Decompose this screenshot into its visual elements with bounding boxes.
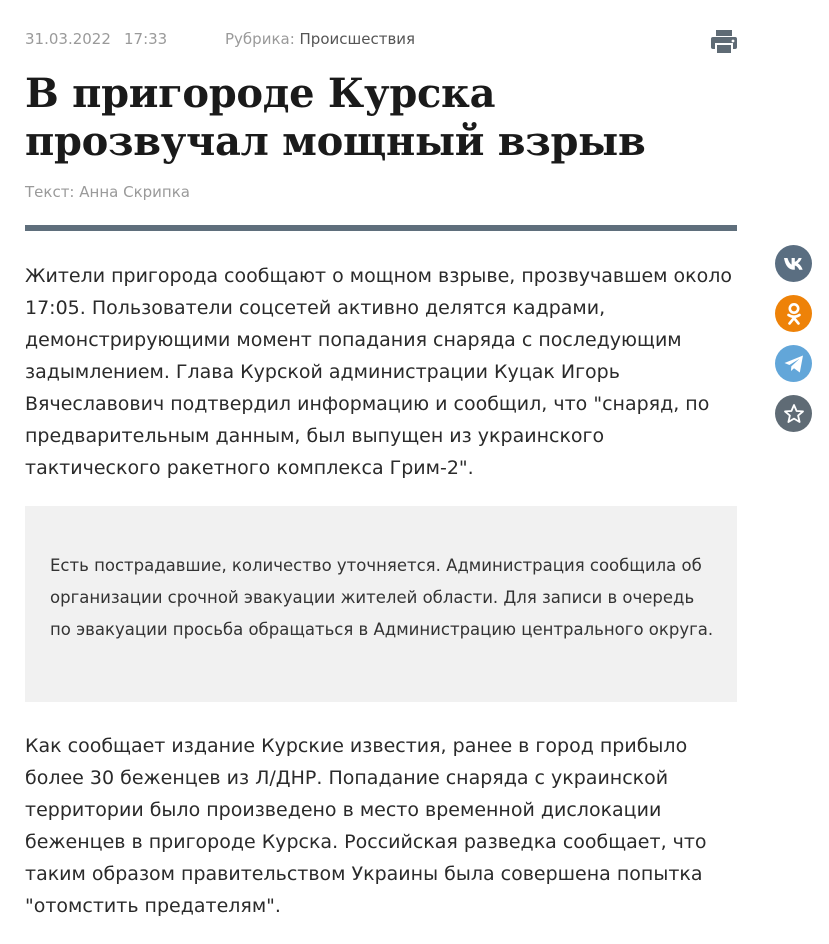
print-button[interactable] [708,28,740,56]
article-paragraph: Как сообщает издание Курские известия, ранее в город прибыло более 30 беженцев из Л/ДНР. Попадание снаряда с украинской территории было произведено в место временной дислокации беженцев в пригороде Курска. Российская разведка сообщает, что таким образом правительством Украины была совершена попытка "отомстить предателям". [25,735,707,917]
star-icon [783,403,805,425]
share-ok-button[interactable] [775,295,812,332]
rubric [225,30,415,48]
publish-time: 17:33 [124,30,168,48]
telegram-icon [783,354,805,374]
share-telegram-button[interactable] [775,345,812,382]
share-vk-button[interactable] [775,245,812,282]
article-author: Текст: Анна Скрипка [25,183,190,201]
article-lead: Жители пригорода сообщают о мощном взрыве, прозвучавшем около 17:05. Пользователи соцсетей активно делятся кадрами, демонстрирующими момент попадания снаряда с последующим задымлением. Глава Курской администрации Куцак Игорь Вячеславович подтвердил информацию и сообщил, что "снаряд, по предварительным данным, был выпущен из украинского тактического ракетного комплекса Грим-2". [25,265,733,479]
ok-icon [786,302,802,326]
add-favorite-button[interactable] [775,395,812,432]
quote-box [25,506,737,702]
quote-text: Есть пострадавшие, количество уточняется. Администрация сообщила об организации срочной эвакуации жителей области. Для записи в очередь по эвакуации просьба обращаться в Администрацию центрального округа. [50,556,714,639]
article-meta [25,30,740,52]
printer-icon [708,28,740,56]
title-divider [25,225,737,231]
publish-date: 31.03.2022 [25,30,111,48]
article-title: В пригороде Курска прозвучал мощный взрыв [25,70,646,165]
vk-icon [783,257,805,271]
rubric-link[interactable]: Происшествия [299,30,416,48]
rubric-label: Рубрика: [225,30,295,48]
